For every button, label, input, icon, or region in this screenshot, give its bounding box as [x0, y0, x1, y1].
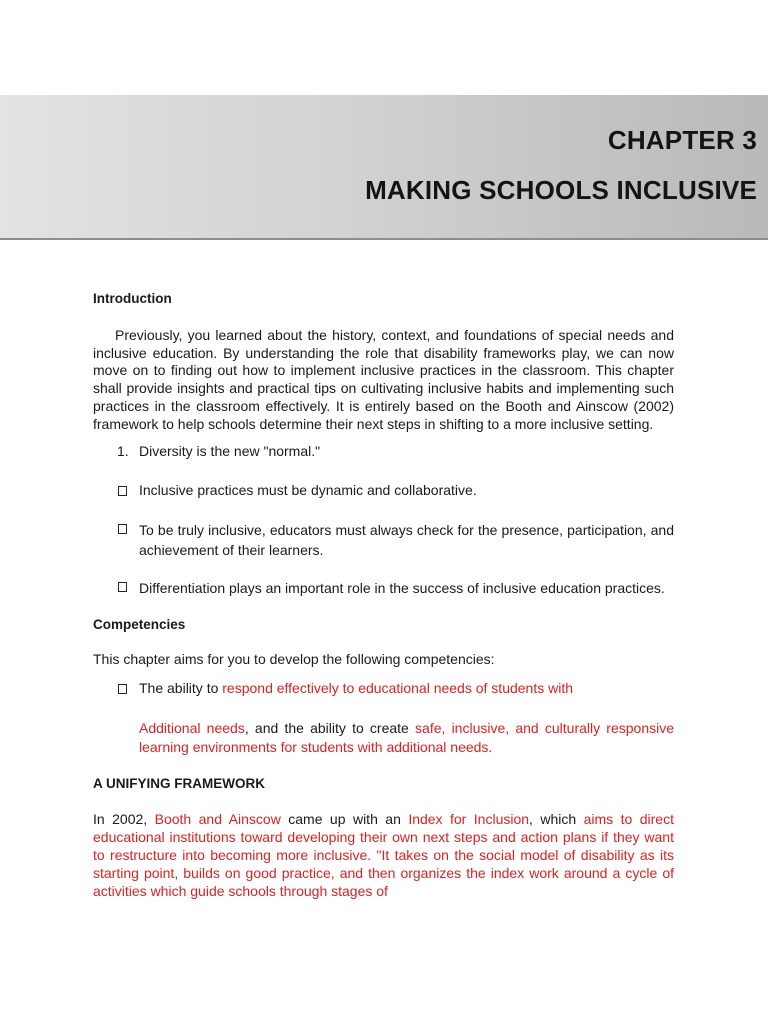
numbered-item-text: Diversity is the new "normal.": [139, 442, 321, 459]
framework-text-highlight: Booth and Ainscow: [154, 811, 281, 828]
competency-text-highlight: respond effectively to educational needs of students with: [222, 679, 574, 696]
competency-bullet: [93, 680, 674, 698]
framework-heading: A UNIFYING FRAMEWORK: [93, 775, 265, 791]
competency-text-highlight: Additional needs: [139, 719, 245, 736]
checkbox-bullet-icon: [118, 582, 127, 592]
competency-text-plain: , and the ability to create: [244, 719, 416, 736]
framework-paragraph: [93, 811, 674, 900]
bullet-text: Inclusive practices must be dynamic and collaborative.: [139, 482, 477, 499]
chapter-title: MAKING SCHOOLS INCLUSIVE: [365, 175, 757, 205]
competency-continuation: [93, 719, 674, 757]
framework-text-highlight: aims to direct educational institutions toward developing their own next steps and action plans if they want to restructure into becoming more inclusive. "It takes on the social model of disability as its starting point, builds on good practice, and then organizes the index work around a cycle of activities which guide schools through stages of: [93, 811, 674, 899]
framework-text-plain: , which: [529, 811, 584, 828]
bullet-text: Differentiation plays an important role in the success of inclusive education practices.: [139, 580, 665, 597]
chapter-number: CHAPTER 3: [607, 125, 757, 155]
checkbox-bullet-icon: [118, 524, 127, 534]
numbered-item: [93, 443, 674, 461]
numbered-item-marker: 1.: [117, 442, 129, 459]
framework-text-plain: came up with an: [280, 811, 409, 828]
competencies-lead: This chapter aims for you to develop the following competencies:: [93, 650, 495, 667]
competencies-heading: Competencies: [93, 617, 186, 633]
introduction-paragraph: Previously, you learned about the history, context, and foundations of special needs and inclusive education. By understanding the role that disability frameworks play, we can now move on to finding out how to implement inclusive practices in the classroom. This chapter shall provide insights and practical tips on cultivating inclusive habits and implementing such practices in the classroom effectively. It is entirely based on the Booth and Ainscow (2002) framework to help schools determine their next steps in shifting to a more inclusive setting.: [93, 326, 674, 432]
competency-text-highlight: safe, inclusive, and culturally responsive learning environments for students with additional needs.: [139, 719, 674, 755]
checkbox-bullet-icon: [118, 486, 127, 496]
chapter-banner: [0, 95, 768, 240]
competency-text-plain: The ability to: [139, 679, 223, 696]
checkbox-bullet-icon: [118, 684, 127, 694]
framework-text-plain: In 2002,: [93, 811, 155, 828]
framework-text-highlight: Index for Inclusion: [408, 811, 530, 828]
page-content: [93, 290, 674, 900]
bullet-item: [93, 520, 674, 560]
introduction-heading: Introduction: [93, 291, 172, 306]
bullet-text: To be truly inclusive, educators must always check for the presence, participation, and achievement of their learners.: [139, 522, 674, 559]
bullet-item: [93, 578, 674, 598]
bullet-item: [93, 482, 674, 500]
